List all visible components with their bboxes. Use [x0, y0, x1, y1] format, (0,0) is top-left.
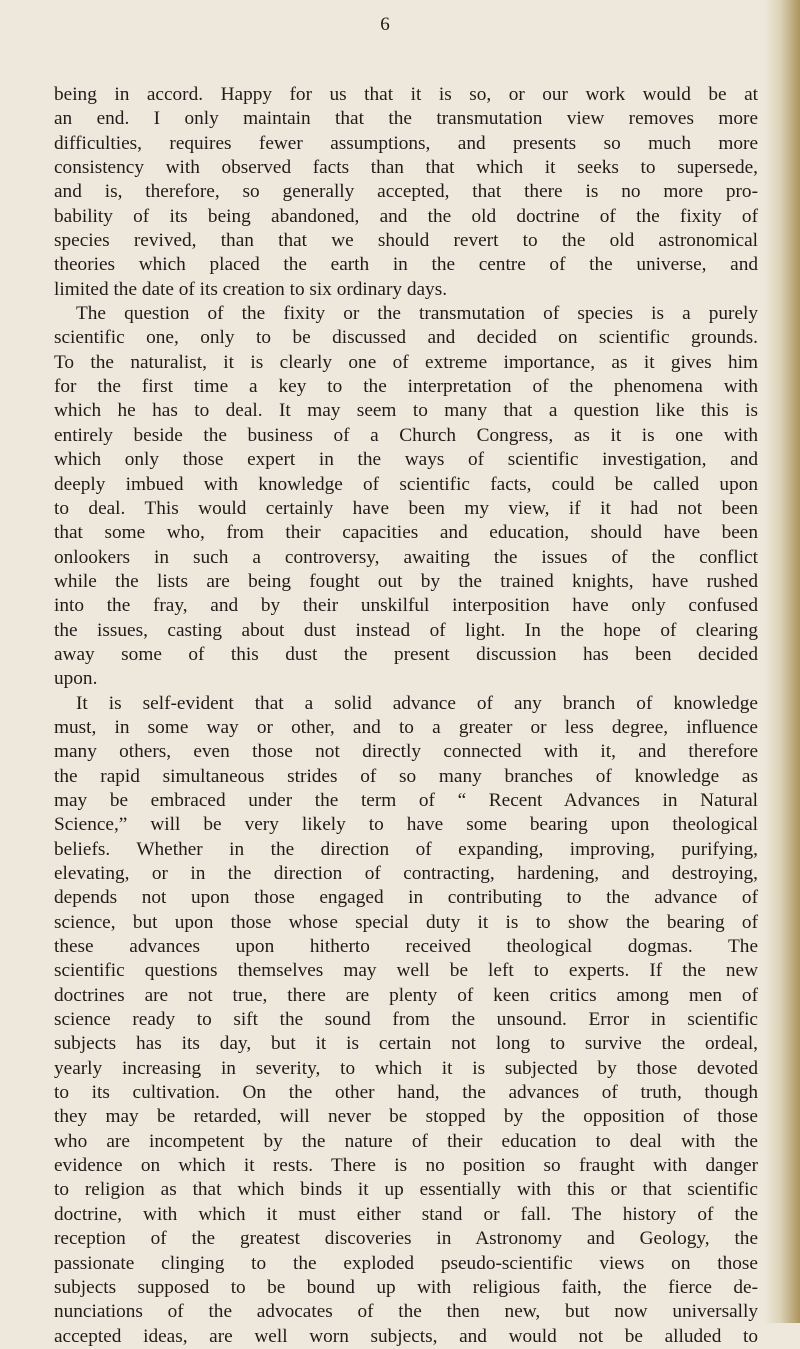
text-line: for the first time a key to the interpretation of the phenomena with	[54, 376, 758, 398]
text-line: scientific questions themselves may well be left to experts. If the new	[54, 960, 758, 982]
text-line: which only those expert in the ways of scientific investigation, and	[54, 449, 758, 471]
paragraph	[54, 83, 758, 302]
text-line: Science,” will be very likely to have some bearing upon theological	[54, 814, 758, 836]
text-line: evidence on which it rests. There is no position so fraught with danger	[54, 1155, 758, 1177]
text-line: bability of its being abandoned, and the old doctrine of the fixity of	[54, 205, 758, 227]
text-line: to its cultivation. On the other hand, the advances of truth, though	[54, 1082, 758, 1104]
text-line: science, but upon those whose special duty it is to show the bearing of	[54, 911, 758, 933]
text-line: depends not upon those engaged in contributing to the advance of	[54, 887, 758, 909]
text-line: theories which placed the earth in the centre of the universe, and	[54, 254, 758, 276]
page-number: 6	[380, 14, 390, 35]
text-line: upon.	[54, 668, 98, 690]
text-line: an end. I only maintain that the transmutation view removes more	[54, 108, 758, 130]
text-line: The question of the fixity or the transmutation of species is a purely	[76, 303, 758, 325]
text-line: accepted ideas, are well worn subjects, and would not be alluded to	[54, 1325, 758, 1347]
text-line: passionate clinging to the exploded pseudo-scientific views on those	[54, 1252, 758, 1274]
text-line: these advances upon hitherto received theological dogmas. The	[54, 936, 758, 958]
paragraph	[54, 692, 758, 1349]
text-line: reception of the greatest discoveries in Astronomy and Geology, the	[54, 1228, 758, 1250]
text-line: many others, even those not directly connected with it, and therefore	[54, 741, 758, 763]
text-line: species revived, than that we should revert to the old astronomical	[54, 230, 758, 252]
text-line: into the fray, and by their unskilful interposition have only confused	[54, 595, 758, 617]
text-line: which he has to deal. It may seem to many that a question like this is	[54, 400, 758, 422]
text-line: being in accord. Happy for us that it is so, or our work would be at	[54, 84, 758, 105]
text-line: difficulties, requires fewer assumptions, and presents so much more	[54, 132, 758, 154]
text-line: yearly increasing in severity, to which it is subjected by those devoted	[54, 1057, 758, 1079]
text-line: to deal. This would certainly have been my view, if it had not been	[54, 497, 758, 519]
text-line: consistency with observed facts than that which it seeks to supersede,	[54, 157, 758, 179]
text-line: while the lists are being fought out by the trained knights, have rushed	[54, 570, 758, 592]
text-line: onlookers in such a controversy, awaiting the issues of the conflict	[54, 546, 758, 568]
page-edge-shadow	[764, 0, 800, 1323]
text-line: and is, therefore, so generally accepted, that there is no more pro-	[54, 181, 758, 203]
text-line: elevating, or in the direction of contracting, hardening, and destroying,	[54, 863, 758, 884]
body-text	[54, 83, 758, 1349]
text-line: may be embraced under the term of “ Recent Advances in Natural	[54, 789, 758, 811]
text-line: the rapid simultaneous strides of so many branches of knowledge as	[54, 765, 758, 787]
text-line: who are incompetent by the nature of their education to deal with the	[54, 1130, 758, 1152]
text-line: away some of this dust the present discussion has been decided	[54, 643, 758, 665]
text-line: entirely beside the business of a Church Congress, as it is one with	[54, 424, 758, 446]
text-line: the issues, casting about dust instead of light. In the hope of clearing	[54, 619, 758, 641]
paragraph	[54, 302, 758, 692]
text-line: scientific one, only to be discussed and decided on scientific grounds.	[54, 327, 758, 349]
text-line: doctrines are not true, there are plenty of keen critics among men of	[54, 984, 758, 1006]
text-line: To the naturalist, it is clearly one of extreme importance, as it gives him	[54, 351, 758, 373]
text-line: nunciations of the advocates of the then new, but now universally	[54, 1301, 758, 1323]
text-line: It is self-evident that a solid advance of any branch of knowledge	[76, 692, 758, 714]
text-line: subjects supposed to be bound up with religious faith, the fierce de-	[54, 1276, 758, 1298]
text-line: must, in some way or other, and to a greater or less degree, influence	[54, 716, 758, 738]
text-line: doctrine, with which it must either stand or fall. The history of the	[54, 1203, 758, 1225]
text-line: limited the date of its creation to six ordinary days.	[54, 278, 448, 300]
text-line: science ready to sift the sound from the unsound. Error in scientific	[54, 1009, 758, 1031]
text-line: subjects has its day, but it is certain not long to survive the ordeal,	[54, 1033, 758, 1055]
text-line: beliefs. Whether in the direction of expanding, improving, purifying,	[54, 838, 758, 860]
text-line: they may be retarded, will never be stopped by the opposition of those	[54, 1106, 758, 1128]
text-line: that some who, from their capacities and education, should have been	[54, 522, 758, 544]
text-line: to religion as that which binds it up essentially with this or that scientific	[54, 1179, 758, 1201]
text-line: deeply imbued with knowledge of scientific facts, could be called upon	[54, 473, 758, 495]
